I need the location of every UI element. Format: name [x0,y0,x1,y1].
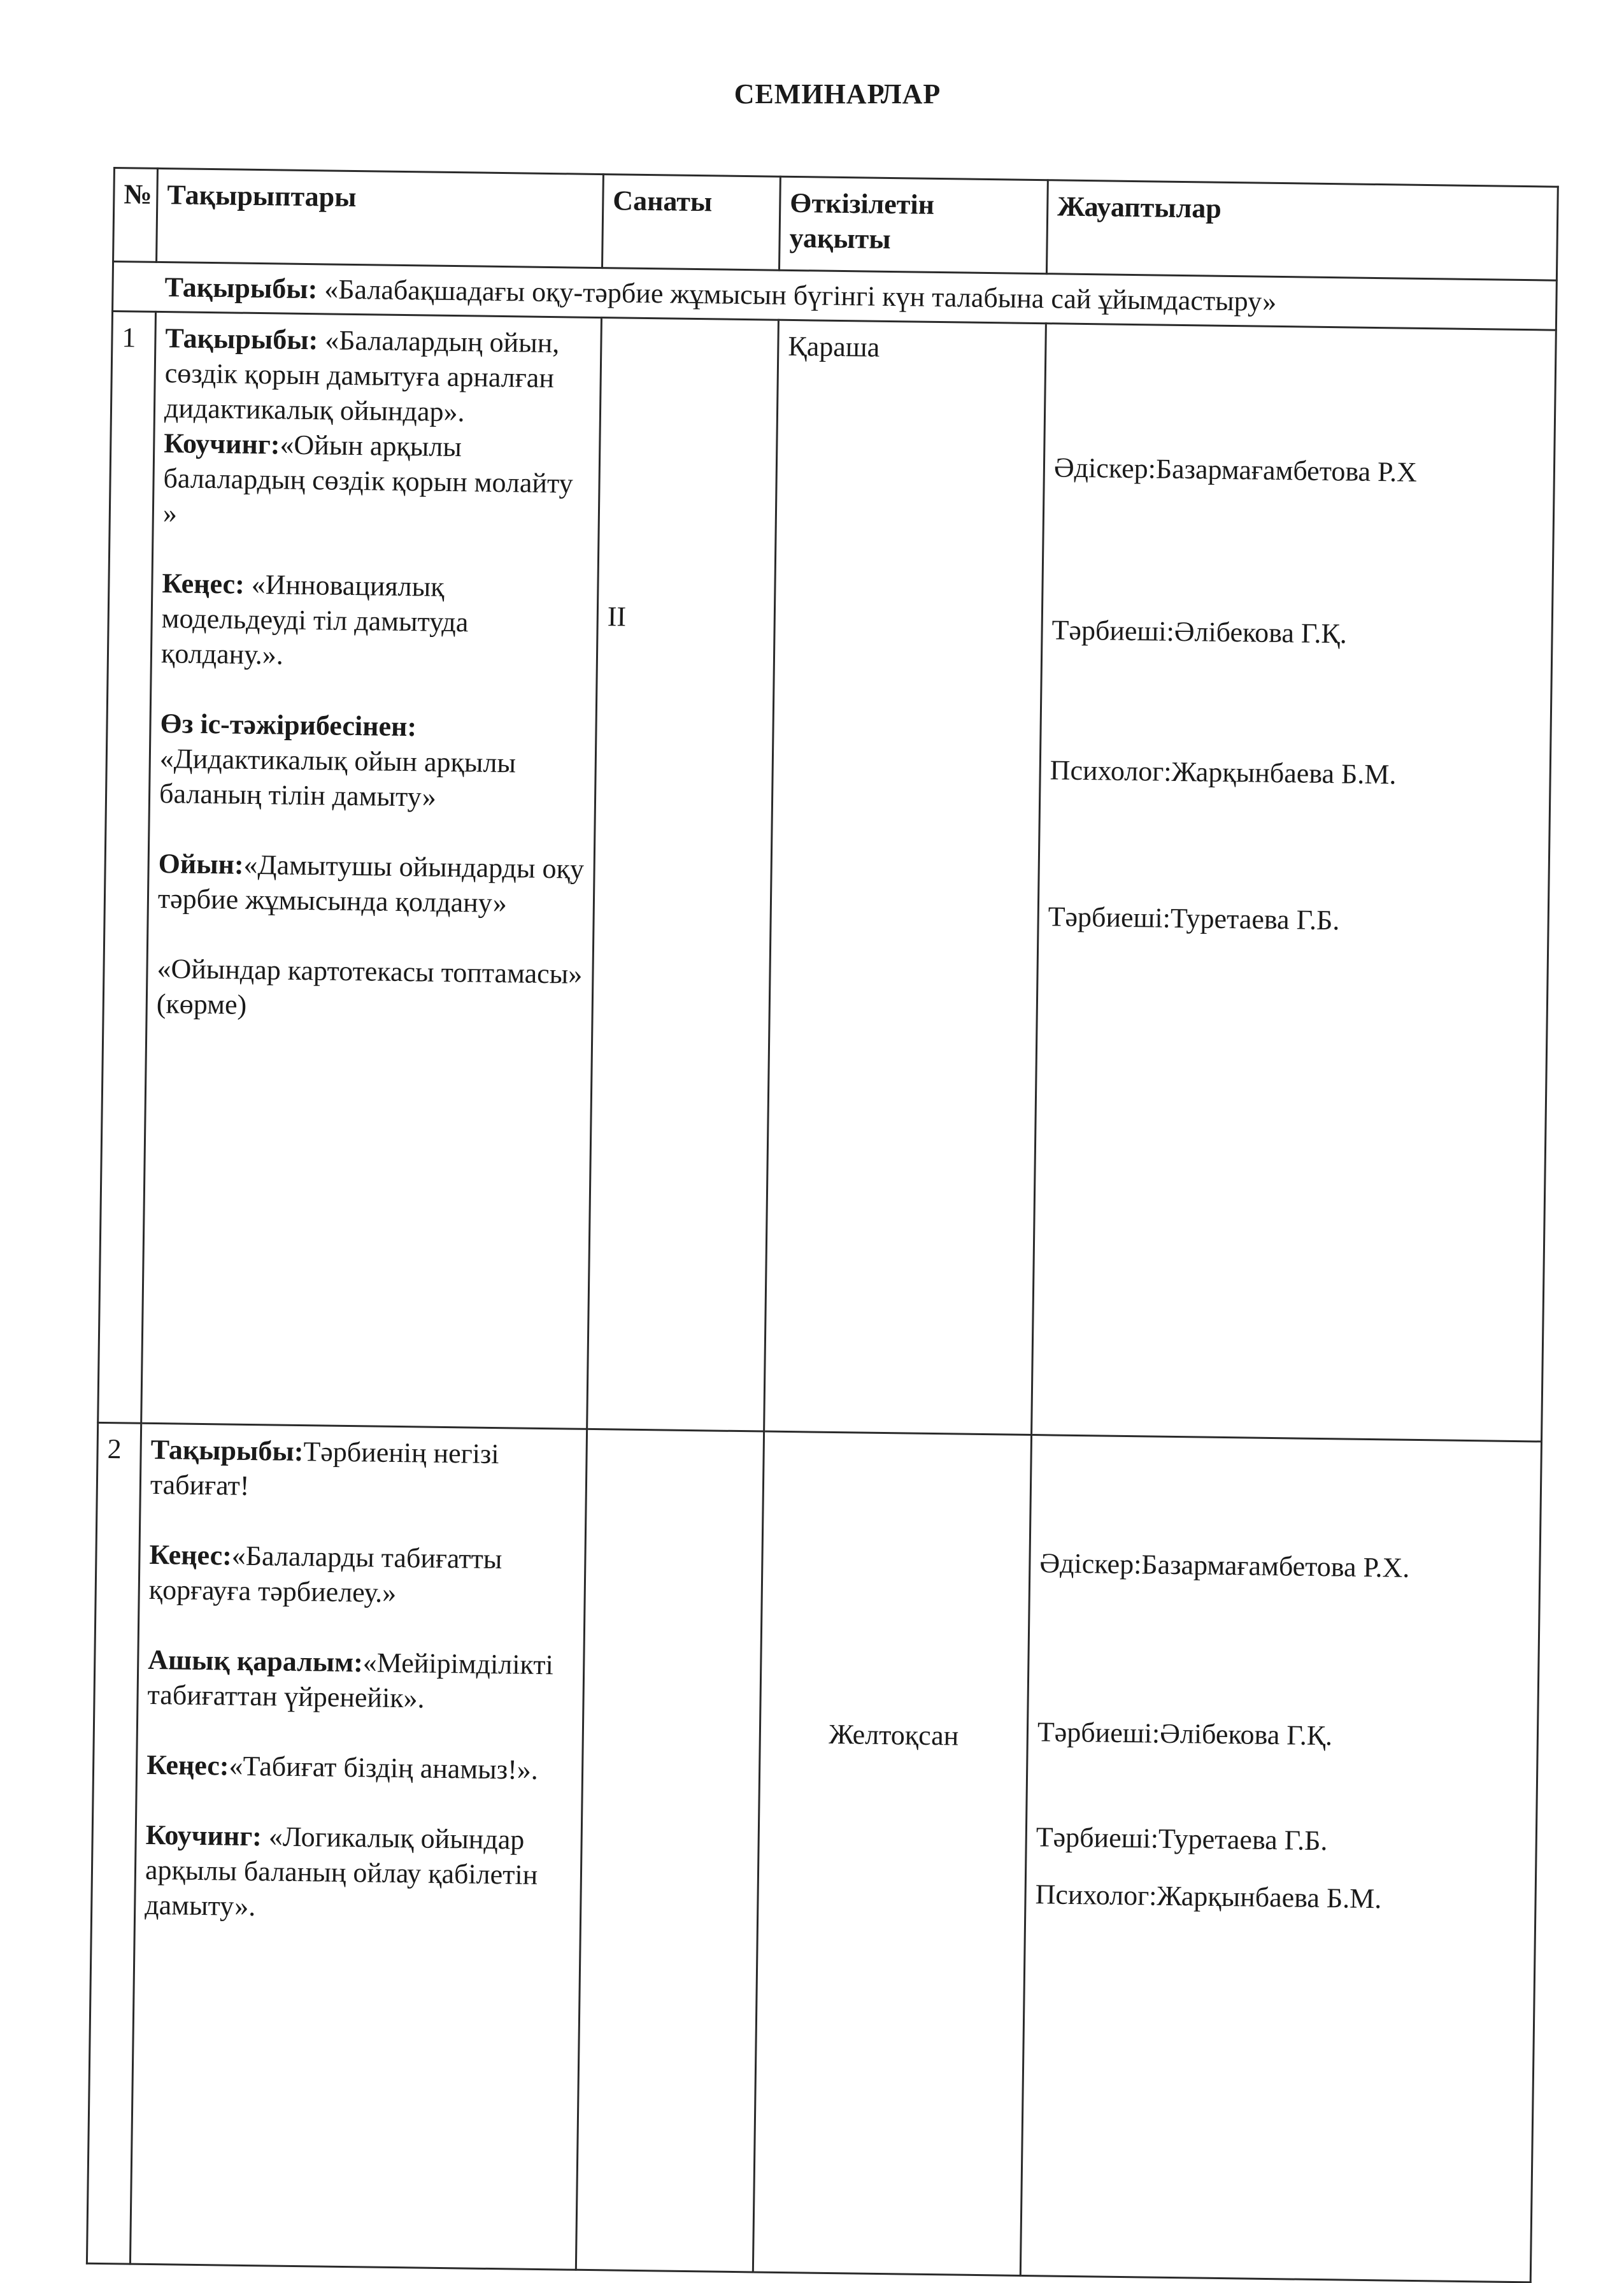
block-label: Ашық қаралым: [148,1643,364,1678]
topic-block [158,846,585,922]
table-row [98,311,1556,1442]
block-text: «Балалардың ойын, сөздік қорын дамытуға арналған дидактикалық ойындар». [164,324,560,428]
row-time: Желтоқсан [753,1431,1031,2275]
responsible-person: Психолог:Жарқынбаева Б.М. [1050,754,1397,791]
row-number: 1 [98,311,156,1424]
responsible-person: Әдіскер:Базармағамбетова Р.Х. [1039,1547,1410,1584]
block-text: Тәрбиенің негізі табиғат! [150,1436,499,1501]
topic-block [150,1432,577,1508]
block-label: Ойын: [158,848,244,880]
responsible-person: Тәрбиеші:Туретаева Г.Б. [1048,901,1340,936]
topic-block [145,1817,572,1928]
header-time: Өткізілетін уақыты [779,176,1048,273]
block-label: Өз іс-тәжірибесінен: [160,708,417,743]
theme-text: «Балабақшадағы оқу-тәрбие жұмысын бүгінгі күн талабына сай ұйымдастыру» [317,273,1277,317]
topic-block [159,706,587,817]
responsible-person: Тәрбиеші:Әлібекова Г.Қ. [1037,1716,1333,1752]
header-number: № [113,168,158,262]
row-category: II [587,318,779,1431]
block-label: Тақырыбы: [150,1433,304,1468]
seminars-table [86,167,1559,2283]
row-responsible [1020,1435,1541,2282]
block-text: «Мейірімділікті табиғаттан үйренейік». [147,1647,554,1714]
block-text: «Ойындар картотекасы топтамасы» (көрме) [156,953,583,1020]
block-text: «Ойын арқылы балалардың сөздік қорын молайту » [162,429,574,529]
block-text: «Инновациялық модельдеуді тіл дамытуда қолдану.». [160,568,469,671]
block-label: Кеңес: [162,568,245,600]
topic-block [146,1747,573,1788]
responsible-person: Тәрбиеші:Туретаева Г.Б. [1036,1821,1328,1857]
theme-label: Тақырыбы: [164,271,318,305]
table-header-row [113,168,1558,281]
topic-block [147,1642,574,1718]
topic-block [148,1537,575,1613]
block-text: «Дидактикалық ойын арқылы баланың тілін дамыту» [159,743,516,813]
responsible-person: Психолог:Жарқынбаева Б.М. [1035,1879,1382,1915]
table-row [87,1422,1541,2282]
block-label: Кеңес: [146,1749,229,1782]
responsible-person: Тәрбиеші:Әлібекова Г.Қ. [1051,614,1348,650]
block-label: Коучинг: [164,427,280,461]
row-number: 2 [87,1422,141,2264]
topic-block [163,320,592,536]
block-label: Тақырыбы: [165,322,318,356]
row-time: Қараша [764,320,1046,1435]
block-text: «Табиғат біздің анамыз!». [229,1750,539,1786]
header-topics: Тақырыптары [157,168,604,268]
block-text: «Дамытушы ойындарды оқу тәрбие жұмысында қолдану» [157,848,585,919]
page-title: СЕМИНАРЛАР [734,78,941,110]
row-responsible [1032,324,1556,1442]
responsible-person: Әдіскер:Базармағамбетова Р.Х [1053,452,1418,488]
block-text: «Балаларды табиғатты қорғауға тәрбиелеу.» [148,1540,502,1609]
row-topics [141,311,602,1429]
header-category: Санаты [602,175,780,271]
topic-block [156,951,583,1027]
row-topics [130,1423,587,2270]
topic-block [161,566,588,676]
block-label: Кеңес: [149,1538,232,1571]
block-text: «Логикалық ойындар арқылы баланың ойлау қабілетін дамыту». [144,1821,538,1922]
header-responsible: Жауаптылар [1046,180,1558,280]
row-category [576,1429,764,2272]
block-label: Коучинг: [145,1819,262,1852]
